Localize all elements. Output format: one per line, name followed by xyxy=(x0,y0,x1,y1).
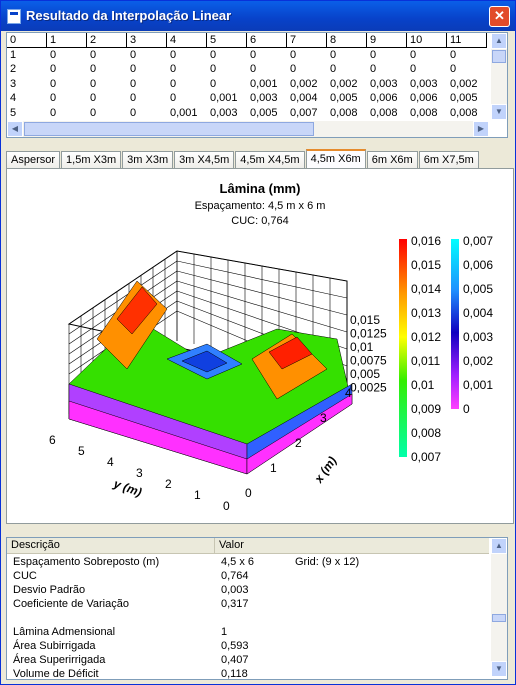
legend-bar-low xyxy=(451,239,459,409)
grid-column-header[interactable]: 2 xyxy=(87,33,127,48)
chart-panel xyxy=(6,168,514,524)
grid-cell[interactable]: 0 xyxy=(170,92,177,104)
grid-cell[interactable]: 0,008 xyxy=(330,106,358,119)
column-header-descricao[interactable]: Descrição xyxy=(7,538,215,553)
table-cell xyxy=(289,639,489,653)
app-icon xyxy=(7,9,21,24)
grid-cell[interactable]: 0,005 xyxy=(330,92,358,104)
scroll-up-icon[interactable]: ▲ xyxy=(491,33,507,49)
grid-column-header[interactable]: 3 xyxy=(127,33,167,48)
grid-column-header[interactable]: 0 xyxy=(7,33,47,48)
table-cell xyxy=(215,611,289,625)
table-cell: Espaçamento Sobreposto (m) xyxy=(13,556,160,568)
grid-cell[interactable]: 0,008 xyxy=(410,106,438,119)
grid-cell[interactable]: 0 xyxy=(50,77,57,90)
grid-cell[interactable]: 0 xyxy=(170,48,177,61)
title-bar[interactable] xyxy=(1,1,515,31)
table-row[interactable] xyxy=(7,667,489,681)
table-cell: Lâmina Admensional xyxy=(13,626,116,638)
table-scroll-up-icon[interactable]: ▲ xyxy=(491,538,507,554)
z-tick-label: 0,0125 xyxy=(350,326,387,341)
table-cell xyxy=(289,667,489,681)
grid-cell[interactable]: 0 xyxy=(210,48,217,61)
hscroll-thumb[interactable] xyxy=(24,122,314,136)
table-row[interactable] xyxy=(7,611,489,625)
legend-low-label: 0 xyxy=(463,402,470,416)
scroll-left-icon[interactable]: ◀ xyxy=(7,121,23,137)
column-header-valor[interactable]: Valor xyxy=(219,539,244,551)
grid-cell[interactable]: 0 xyxy=(130,92,137,104)
legend-high-label: 0,007 xyxy=(411,450,442,464)
table-cell xyxy=(7,611,215,625)
grid-header-row xyxy=(7,33,489,48)
grid-cell[interactable]: 0,001 xyxy=(170,106,198,119)
table-row[interactable] xyxy=(7,653,489,667)
grid-cell[interactable]: 0 xyxy=(50,48,57,61)
table-cell xyxy=(289,653,489,667)
table-cell xyxy=(289,625,489,639)
y-tick-label: 1 xyxy=(194,488,201,502)
table-cell: 4,5 x 6 xyxy=(221,556,255,568)
table-cell: Grid: (9 x 12) xyxy=(295,556,360,568)
grid-content xyxy=(7,33,489,120)
table-cell: Área Subirrigada xyxy=(13,640,96,652)
y-tick-label: 2 xyxy=(165,477,172,491)
legend-high-label: 0,013 xyxy=(411,306,442,320)
table-cell xyxy=(289,611,489,625)
x-tick-label: 0 xyxy=(245,486,252,500)
results-table[interactable] xyxy=(6,537,508,680)
grid-cell[interactable]: 0 xyxy=(450,48,457,61)
x-tick-label: 1 xyxy=(270,461,277,475)
table-cell: 0,003 xyxy=(221,584,249,596)
grid-cell[interactable]: 0,008 xyxy=(450,106,478,119)
grid-cell[interactable]: 0,007 xyxy=(290,106,318,119)
legend-high-label: 0,008 xyxy=(411,426,442,440)
z-tick-label: 0,0025 xyxy=(350,380,387,395)
y-tick-label: 5 xyxy=(78,444,85,458)
table-row[interactable] xyxy=(7,625,489,639)
table-cell xyxy=(289,569,489,583)
scroll-thumb[interactable] xyxy=(492,50,506,63)
grid-cell[interactable]: 3 xyxy=(10,77,17,90)
y-tick-label: 0 xyxy=(223,499,230,513)
grid-cell[interactable]: 0 xyxy=(50,63,57,75)
grid-cell[interactable]: 0 xyxy=(330,63,337,75)
grid-column-header[interactable]: 4 xyxy=(167,33,207,48)
grid-cell[interactable]: 0,002 xyxy=(450,77,478,90)
chart-cuc: CUC: 0,764 xyxy=(231,215,289,227)
grid-cell[interactable]: 0 xyxy=(90,106,97,119)
legend-high-label: 0,012 xyxy=(411,330,442,344)
close-button[interactable]: ✕ xyxy=(489,6,510,27)
table-scroll-down-icon[interactable]: ▼ xyxy=(491,661,507,677)
grid-cell[interactable]: 0 xyxy=(410,63,417,75)
grid-cell[interactable]: 0,005 xyxy=(250,106,278,119)
grid-cell[interactable]: 0,003 xyxy=(210,106,238,119)
legend-high-label: 0,011 xyxy=(411,354,441,368)
data-grid[interactable] xyxy=(6,32,508,138)
horizontal-scrollbar[interactable] xyxy=(7,121,489,137)
grid-cell[interactable]: 0 xyxy=(130,106,137,119)
table-row[interactable] xyxy=(7,583,489,597)
table-cell: 0,407 xyxy=(221,654,249,666)
grid-cell[interactable]: 0 xyxy=(130,63,137,75)
grid-cell[interactable]: 5 xyxy=(10,106,17,119)
tab-5[interactable]: 4,5m X6m xyxy=(306,149,366,171)
table-scroll-thumb[interactable] xyxy=(492,614,506,622)
legend-low-label: 0,007 xyxy=(463,234,494,248)
tab-7[interactable]: 6m X7,5m xyxy=(419,151,479,170)
table-cell: Desvio Padrão xyxy=(13,584,86,596)
legend-high-label: 0,014 xyxy=(411,282,442,296)
grid-cell[interactable]: 0 xyxy=(410,48,417,61)
grid-cell[interactable]: 0 xyxy=(170,63,177,75)
legend-bar-high xyxy=(399,239,407,457)
grid-column-header[interactable]: 8 xyxy=(327,33,367,48)
grid-cell[interactable]: 0,003 xyxy=(410,77,438,90)
table-row[interactable] xyxy=(7,555,489,569)
table-row[interactable] xyxy=(7,569,489,583)
grid-column-header[interactable]: 10 xyxy=(407,33,447,48)
grid-cell[interactable]: 0 xyxy=(130,48,137,61)
table-cell xyxy=(289,597,489,611)
z-tick-label: 0,01 xyxy=(350,340,374,354)
grid-cell[interactable]: 0 xyxy=(290,48,297,61)
tab-1[interactable]: 1,5m X3m xyxy=(61,151,121,170)
chart-subtitle: Espaçamento: 4,5 m x 6 m xyxy=(194,200,326,212)
table-cell: CUC xyxy=(13,570,37,582)
grid-cell[interactable]: 0,002 xyxy=(290,77,318,90)
grid-cell[interactable]: 0 xyxy=(210,77,217,90)
grid-column-header[interactable]: 11 xyxy=(447,33,487,48)
grid-cell[interactable]: 0 xyxy=(250,63,257,75)
tab-6[interactable]: 6m X6m xyxy=(367,151,418,170)
grid-cell[interactable]: 4 xyxy=(10,92,17,104)
surface-plot xyxy=(7,169,513,523)
grid-cell[interactable]: 0 xyxy=(250,48,257,61)
table-cell: 0,593 xyxy=(221,640,249,652)
table-cell: 0,317 xyxy=(221,598,249,610)
grid-cell[interactable]: 0,001 xyxy=(210,92,238,104)
scroll-down-icon[interactable]: ▼ xyxy=(491,104,507,120)
x-tick-label: 2 xyxy=(295,436,302,450)
table-cell: Coeficiente de Variação xyxy=(13,598,129,610)
table-cell: Volume de Déficit xyxy=(13,668,99,680)
tab-2[interactable]: 3m X3m xyxy=(122,151,173,170)
tab-4[interactable]: 4,5m X4,5m xyxy=(235,151,304,170)
grid-cell[interactable]: 0 xyxy=(130,77,137,90)
grid-cell[interactable]: 0 xyxy=(370,48,377,61)
y-tick-label: 4 xyxy=(107,455,114,469)
grid-cell[interactable]: 1 xyxy=(10,48,17,61)
grid-cell[interactable]: 0,005 xyxy=(450,92,478,104)
x-axis-label: x (m) xyxy=(311,453,340,486)
legend-low-label: 0,002 xyxy=(463,354,494,368)
grid-cell[interactable]: 0 xyxy=(210,63,217,75)
y-tick-label: 6 xyxy=(49,433,56,447)
grid-column-header[interactable]: 1 xyxy=(47,33,87,48)
x-tick-label: 4 xyxy=(345,386,352,400)
grid-row xyxy=(7,91,489,106)
grid-row xyxy=(7,77,489,92)
grid-cell[interactable]: 0 xyxy=(290,63,297,75)
table-row[interactable] xyxy=(7,597,489,611)
tab-0[interactable]: Aspersor xyxy=(6,151,60,170)
legend-low-label: 0,003 xyxy=(463,330,494,344)
y-axis-label: y (m) xyxy=(111,476,144,500)
z-tick-label: 0,015 xyxy=(350,313,381,327)
table-header xyxy=(7,538,489,554)
window-title: Resultado da Interpolação Linear xyxy=(26,8,232,23)
grid-column-header[interactable]: 7 xyxy=(287,33,327,48)
grid-cell[interactable]: 0,006 xyxy=(370,92,398,104)
grid-cell[interactable]: 0,003 xyxy=(250,92,278,104)
grid-cell[interactable]: 0 xyxy=(90,48,97,61)
grid-row xyxy=(7,62,489,77)
chart-title: Lâmina (mm) xyxy=(219,181,301,196)
grid-row xyxy=(7,48,489,63)
legend-low-label: 0,001 xyxy=(463,378,494,392)
spacing-tabs xyxy=(6,149,480,169)
grid-cell[interactable]: 0 xyxy=(450,63,457,75)
z-tick-label: 0,0075 xyxy=(350,353,387,368)
grid-cell[interactable]: 0 xyxy=(50,92,57,104)
grid-row xyxy=(7,106,489,121)
grid-cell[interactable]: 0,008 xyxy=(370,106,398,119)
vertical-scrollbar[interactable] xyxy=(491,33,507,120)
z-tick-label: 0,005 xyxy=(350,367,381,381)
grid-cell[interactable]: 0 xyxy=(90,77,97,90)
grid-cell[interactable]: 0 xyxy=(50,106,57,119)
grid-cell[interactable]: 0,001 xyxy=(250,77,278,90)
y-tick-label: 3 xyxy=(136,466,143,480)
table-cell xyxy=(289,583,489,597)
grid-column-header[interactable]: 6 xyxy=(247,33,287,48)
grid-cell[interactable]: 0,002 xyxy=(330,77,358,90)
x-tick-label: 3 xyxy=(320,411,327,425)
table-cell: 1 xyxy=(221,626,228,638)
table-cell: Área Superirrigada xyxy=(13,654,106,666)
grid-cell[interactable]: 0 xyxy=(90,63,97,75)
grid-cell[interactable]: 2 xyxy=(10,63,17,75)
legend-low-label: 0,006 xyxy=(463,258,494,272)
grid-column-header[interactable]: 9 xyxy=(367,33,407,48)
table-cell: 0,118 xyxy=(221,668,248,680)
grid-cell[interactable]: 0 xyxy=(90,92,97,104)
tab-3[interactable]: 3m X4,5m xyxy=(174,151,234,170)
legend-high-label: 0,009 xyxy=(411,402,442,416)
grid-cell[interactable]: 0,006 xyxy=(410,92,438,104)
grid-cell[interactable]: 0,004 xyxy=(290,92,318,104)
table-row[interactable] xyxy=(7,639,489,653)
grid-cell[interactable]: 0 xyxy=(370,63,377,75)
grid-cell[interactable]: 0 xyxy=(330,48,337,61)
grid-column-header[interactable]: 5 xyxy=(207,33,247,48)
legend-high-label: 0,01 xyxy=(411,378,435,392)
legend-high-label: 0,015 xyxy=(411,258,442,272)
legend-low-label: 0,005 xyxy=(463,282,494,296)
table-cell: 0,764 xyxy=(221,570,249,582)
legend-low-label: 0,004 xyxy=(463,306,494,320)
grid-cell[interactable]: 0 xyxy=(170,77,177,90)
scroll-right-icon[interactable]: ▶ xyxy=(473,121,489,137)
table-vertical-scrollbar[interactable] xyxy=(491,538,507,677)
grid-cell[interactable]: 0,003 xyxy=(370,77,398,90)
legend-high-label: 0,016 xyxy=(411,234,442,248)
